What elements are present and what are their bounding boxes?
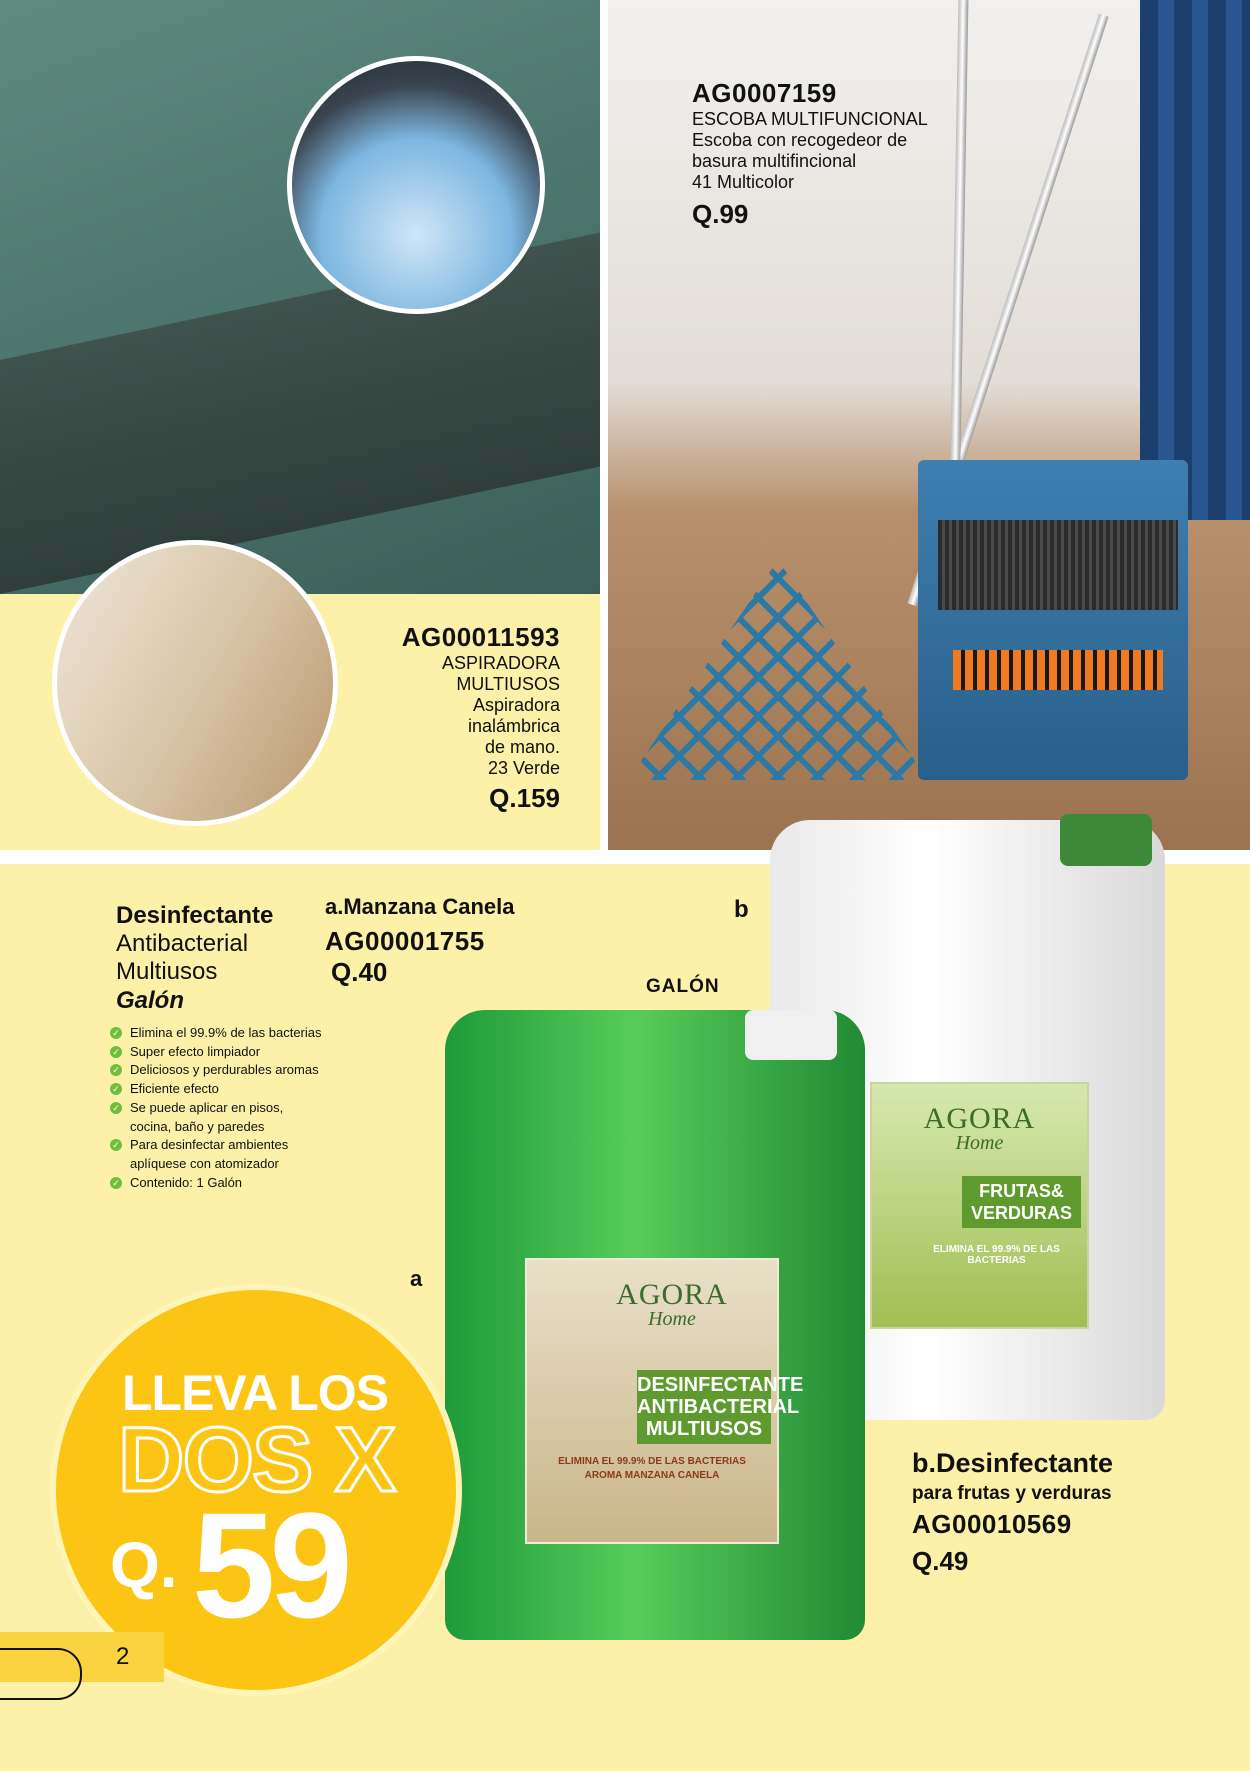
- vacuum-code: AG00011593: [401, 622, 560, 652]
- promo-line2: DOS X: [118, 1409, 395, 1511]
- jug-b-brand-sub: Home: [955, 1132, 1004, 1154]
- shelf-shape: [0, 232, 600, 594]
- vacuum-name-line1: ASPIRADORA: [441, 653, 560, 673]
- vacuum-price: Q.159: [489, 783, 560, 813]
- list-item: ✓ Super efecto limpiador: [106, 1043, 322, 1062]
- jug-a-sub: ELIMINA EL 99.9% DE LAS BACTERIAS: [558, 1456, 746, 1467]
- check-circle-icon: ✓: [110, 1177, 122, 1189]
- curtain-shape: [1140, 0, 1250, 520]
- promo-line1: LLEVA LOS: [122, 1365, 388, 1421]
- vacuum-name-line2: MULTIUSOS: [456, 674, 560, 694]
- list-item: aplíquese con atomizador: [130, 1155, 279, 1171]
- list-item: ✓ Para desinfectar ambientes: [106, 1136, 322, 1155]
- vacuum-lifestyle-image: [52, 540, 338, 826]
- list-item: ✓ Eficiente efecto: [106, 1080, 322, 1099]
- list-item: cocina, baño y paredes: [130, 1118, 265, 1134]
- variant-b-info: [912, 1448, 1113, 1577]
- page-number-tab: [0, 1632, 164, 1682]
- vacuum-desc-line4: 23 Verde: [487, 758, 560, 778]
- disinfectant-title-italic: Galón: [116, 987, 185, 1014]
- broom-desc-line1: Escoba con recogedeor de: [692, 130, 908, 150]
- check-circle-icon: ✓: [110, 1027, 122, 1039]
- feature-list: [106, 1024, 322, 1192]
- list-item: ✓ Contenido: 1 Galón: [106, 1174, 322, 1193]
- page-number: 2: [116, 1643, 130, 1670]
- check-circle-icon: ✓: [110, 1064, 122, 1076]
- galon-label: GALÓN: [646, 976, 720, 997]
- variant-a-info: [325, 894, 515, 988]
- variant-a-label: a.Manzana Canela: [325, 894, 515, 919]
- vacuum-desc-line1: Aspiradora: [472, 695, 560, 715]
- check-circle-icon: ✓: [110, 1102, 122, 1114]
- disinfectant-title-bold: Desinfectante: [116, 902, 274, 929]
- check-circle-icon: ✓: [110, 1046, 122, 1058]
- promo-currency: Q.: [110, 1529, 178, 1601]
- variant-b-sub: para frutas y verduras: [912, 1483, 1112, 1504]
- tab-outline-shape: [0, 1648, 82, 1700]
- jug-a-main: DESINFECTANTE ANTIBACTERIAL MULTIUSOS: [637, 1370, 771, 1444]
- jug-a-aroma: AROMA MANZANA CANELA: [584, 1470, 720, 1481]
- disinfectant-title-line3: Multiusos: [116, 958, 218, 985]
- broom-desc-line2: basura multifincional: [692, 151, 857, 171]
- vacuum-info: [402, 622, 560, 814]
- broom-name: ESCOBA MULTIFUNCIONAL: [692, 109, 928, 129]
- vacuum-photo: [0, 0, 600, 594]
- check-circle-icon: ✓: [110, 1139, 122, 1151]
- letter-a: a: [410, 1266, 423, 1291]
- broom-price: Q.99: [692, 199, 749, 229]
- promo-amount: 59: [192, 1481, 347, 1649]
- jug-cap-shape: [745, 1010, 837, 1060]
- jug-b-brand: AGORA: [923, 1102, 1036, 1135]
- vacuum-nozzle-zoom-image: [287, 56, 545, 314]
- antibacterial-jug-image: [445, 1010, 865, 1640]
- jug-cap-shape: [1060, 814, 1152, 866]
- broom-desc-line3: 41 Multicolor: [692, 172, 795, 192]
- vacuum-desc-line3: de mano.: [484, 737, 560, 757]
- jug-a-brand-sub: Home: [648, 1308, 696, 1330]
- broom-info: [692, 78, 928, 230]
- list-item: ✓ Deliciosos y perdurables aromas: [106, 1061, 322, 1080]
- dustpan-comb-shape: [953, 650, 1163, 690]
- vacuum-desc-line2: inalámbrica: [467, 716, 560, 736]
- jug-a-brand: AGORA: [616, 1278, 728, 1311]
- broom-code: AG0007159: [692, 78, 837, 108]
- disinfectant-title: [116, 902, 273, 1016]
- jug-b-label: [870, 1082, 1089, 1329]
- jug-a-label: [525, 1258, 804, 1544]
- disinfectant-title-line2: Antibacterial: [116, 930, 249, 957]
- variant-a-price: Q.40: [331, 957, 388, 987]
- jug-b-main: FRUTAS& VERDURAS: [962, 1176, 1081, 1228]
- vertical-divider: [600, 0, 608, 852]
- check-circle-icon: ✓: [110, 1083, 122, 1095]
- variant-b-price: Q.49: [912, 1546, 969, 1576]
- brush-bristles-shape: [938, 520, 1178, 610]
- variant-a-code: AG00001755: [325, 926, 485, 956]
- dustpan-shape: [918, 460, 1188, 780]
- jug-b-sub: ELIMINA EL 99.9% DE LAS BACTERIAS: [933, 1244, 1060, 1266]
- squeegee-shape: [628, 560, 928, 780]
- letter-b: b: [734, 896, 749, 923]
- list-item: ✓ Se puede aplicar en pisos,: [106, 1099, 322, 1118]
- list-item: ✓ Elimina el 99.9% de las bacterias: [106, 1024, 322, 1043]
- variant-b-code: AG00010569: [912, 1509, 1072, 1539]
- variant-b-label: b.Desinfectante: [912, 1448, 1114, 1478]
